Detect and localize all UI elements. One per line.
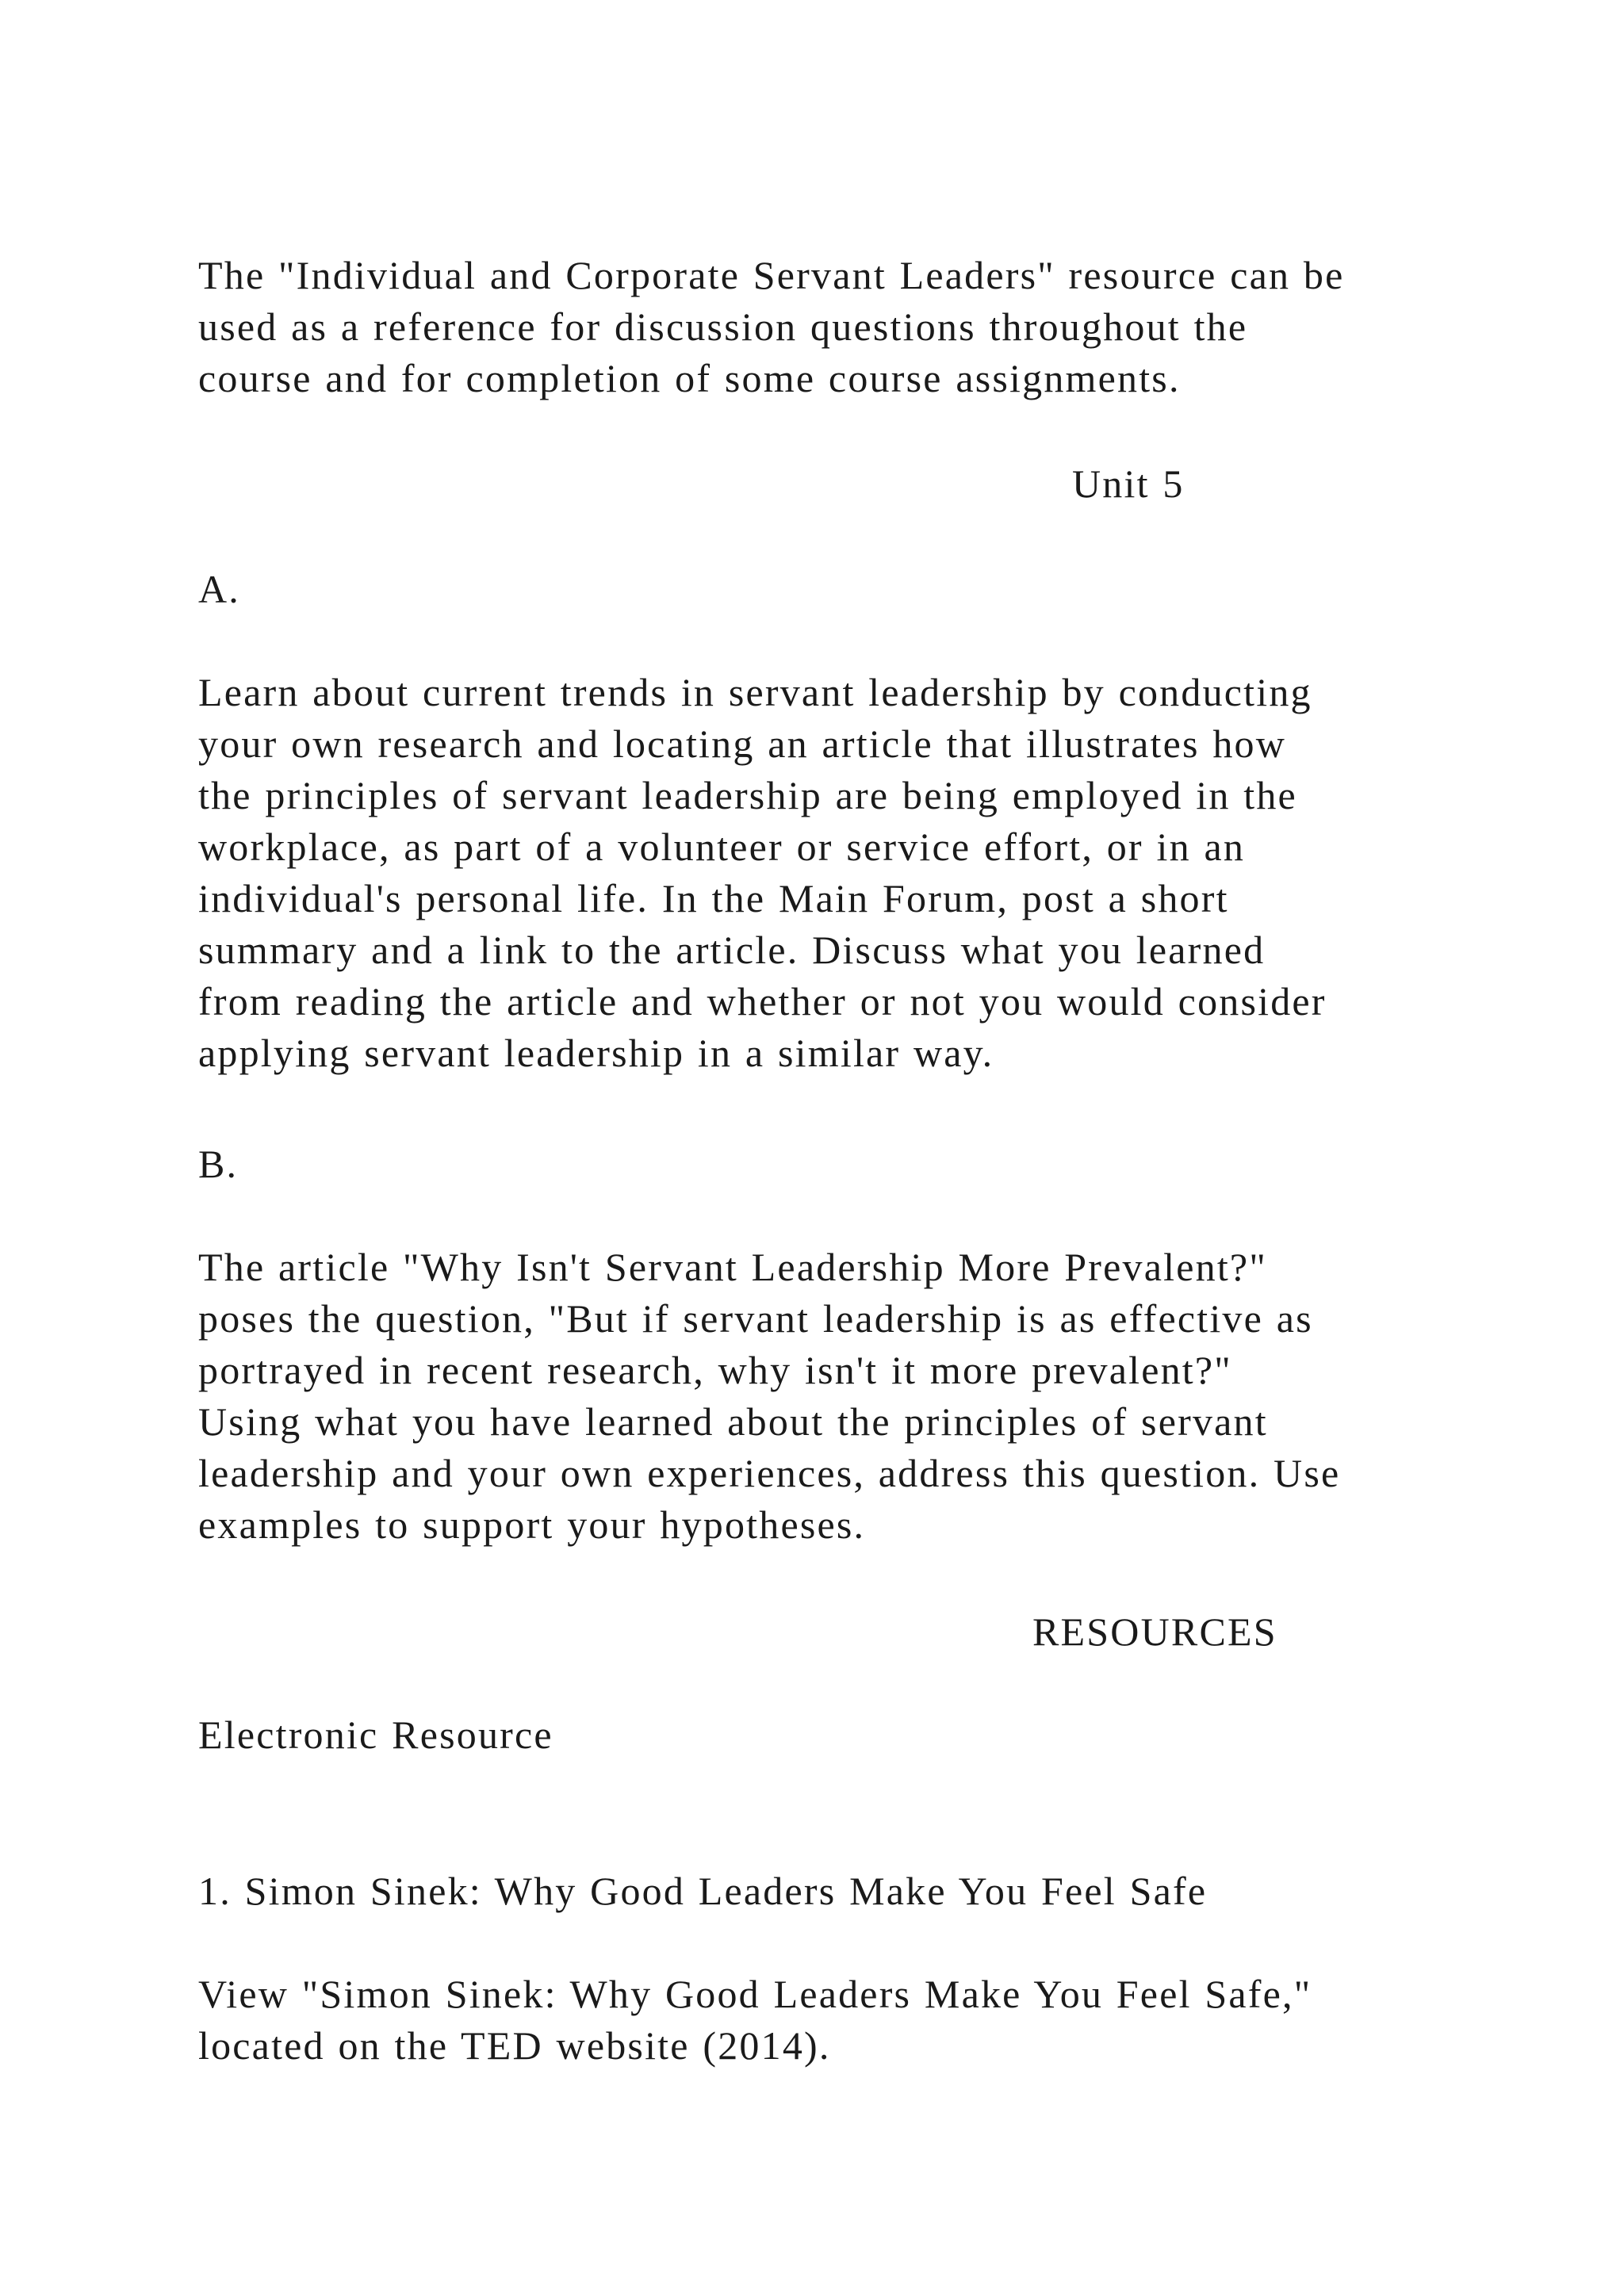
resource-1-line: located on the TED website (2014).	[198, 2023, 831, 2068]
section-b-line: portrayed in recent research, why isn't it more prevalent?"	[198, 1348, 1232, 1392]
section-b-line: examples to support your hypotheses.	[198, 1502, 866, 1547]
section-a-line: applying servant leadership in a similar way.	[198, 1031, 994, 1075]
resource-1-title: 1. Simon Sinek: Why Good Leaders Make You Feel Safe	[198, 1869, 1208, 1913]
intro-line: course and for completion of some course assignments.	[198, 356, 1181, 400]
resources-heading: RESOURCES	[1032, 1609, 1277, 1654]
resource-1-line: View "Simon Sinek: Why Good Leaders Make You Feel Safe,"	[198, 1972, 1312, 2016]
section-a-label: A.	[198, 567, 241, 611]
section-b-label: B.	[198, 1142, 239, 1186]
section-a-line: the principles of servant leadership are being employed in the	[198, 773, 1297, 817]
electronic-resource-label: Electronic Resource	[198, 1712, 553, 1757]
intro-line: The "Individual and Corporate Servant Leaders" resource can be	[198, 253, 1345, 297]
section-b-line: leadership and your own experiences, address this question. Use	[198, 1451, 1341, 1495]
section-b-line: poses the question, "But if servant leadership is as effective as	[198, 1296, 1313, 1341]
section-a-line: from reading the article and whether or not you would consider	[198, 979, 1327, 1024]
section-a-line: individual's personal life. In the Main Forum, post a short	[198, 876, 1229, 920]
section-b-line: The article "Why Isn't Servant Leadership More Prevalent?"	[198, 1245, 1267, 1289]
intro-line: used as a reference for discussion questions throughout the	[198, 304, 1248, 349]
section-a-line: summary and a link to the article. Discuss what you learned	[198, 928, 1266, 972]
section-a-line: workplace, as part of a volunteer or service effort, or in an	[198, 825, 1246, 869]
section-b-line: Using what you have learned about the principles of servant	[198, 1399, 1268, 1444]
unit-heading: Unit 5	[1072, 461, 1185, 506]
section-a-line: Learn about current trends in servant leadership by conducting	[198, 670, 1312, 714]
section-a-line: your own research and locating an article that illustrates how	[198, 721, 1287, 766]
